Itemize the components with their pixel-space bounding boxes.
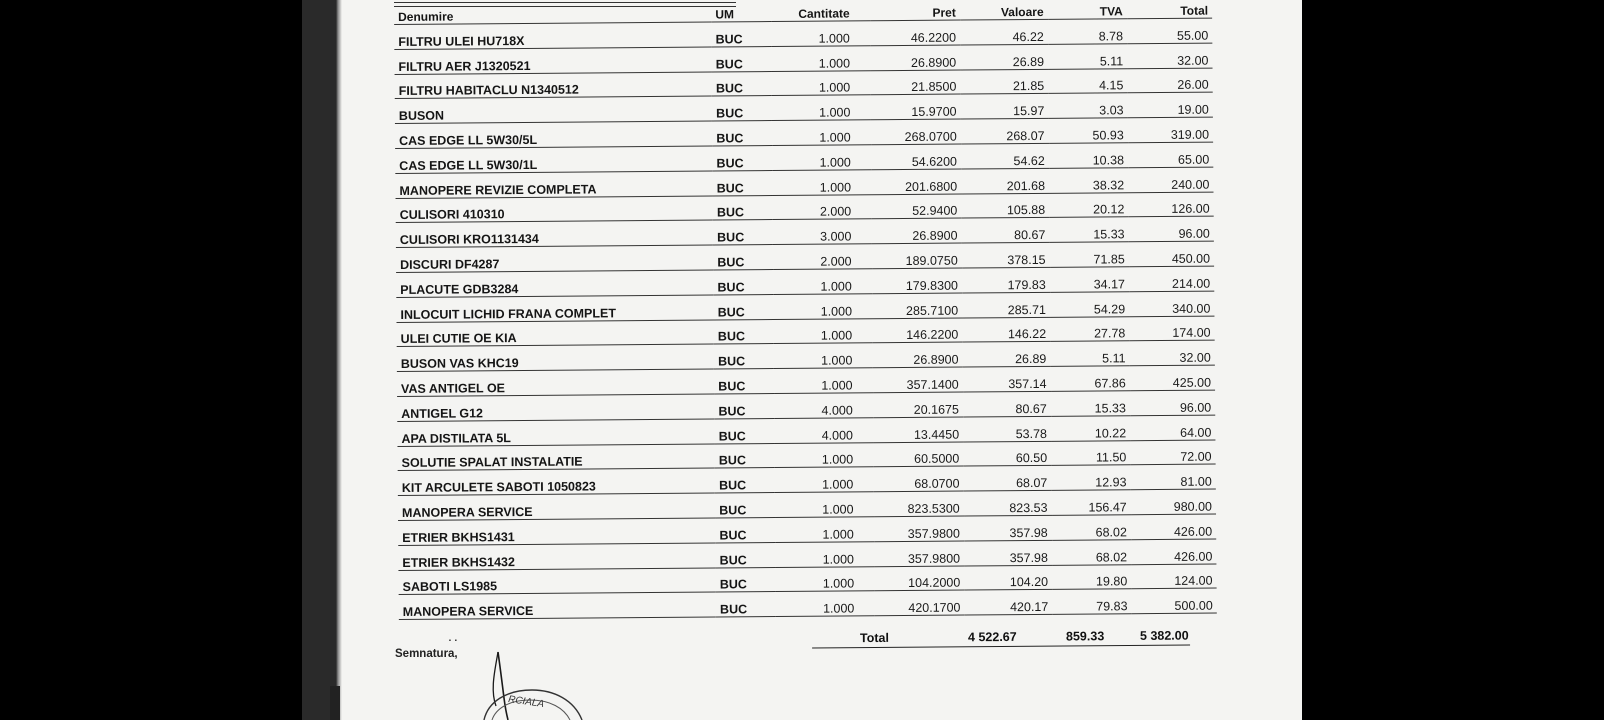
- cell-value: 53.78: [963, 416, 1051, 441]
- cell-price: 823.5300: [873, 491, 963, 517]
- cell-price: 60.5000: [873, 442, 963, 468]
- cell-qty: 1.000: [772, 170, 871, 196]
- cell-price: 357.9800: [874, 516, 964, 542]
- cell-name: FILTRU HABITACLU N1340512: [395, 72, 712, 99]
- cell-total: 240.00: [1128, 167, 1213, 192]
- cell-total: 426.00: [1131, 539, 1216, 564]
- col-header-name: Denumire: [394, 2, 711, 25]
- totals-row: [812, 625, 1190, 649]
- cell-um: BUC: [712, 121, 772, 146]
- cell-name: APA DISTILATA 5L: [397, 419, 714, 446]
- col-header-qty: Cantitate: [771, 0, 870, 21]
- cell-qty: 1.000: [772, 145, 871, 171]
- cell-value: 179.83: [962, 267, 1050, 292]
- totals-value: 4 522.67: [967, 629, 1017, 645]
- cell-value: 54.62: [961, 143, 1049, 168]
- cell-total: 174.00: [1129, 316, 1214, 341]
- cell-total: 426.00: [1131, 514, 1216, 539]
- cell-um: BUC: [714, 319, 774, 344]
- cell-name: FILTRU ULEI HU718X: [394, 22, 711, 49]
- cell-name: DISCURI DF4287: [396, 245, 713, 272]
- cell-value: 823.53: [964, 490, 1052, 515]
- cell-um: BUC: [712, 96, 772, 121]
- cell-qty: 1.000: [772, 120, 871, 146]
- cell-um: BUC: [714, 369, 774, 394]
- cell-price: 357.9800: [874, 541, 964, 567]
- cell-name: KIT ARCULETE SABOTI 1050823: [398, 468, 715, 495]
- cell-name: INLOCUIT LICHID FRANA COMPLET: [396, 295, 713, 322]
- cell-vat: 20.12: [1049, 192, 1128, 217]
- cell-price: 26.8900: [870, 45, 960, 71]
- cell-um: BUC: [715, 517, 775, 542]
- cell-value: 201.68: [961, 168, 1049, 193]
- cell-vat: 54.29: [1050, 292, 1129, 317]
- cell-price: 20.1675: [873, 392, 963, 418]
- cell-name: ETRIER BKHS1431: [398, 518, 715, 545]
- cell-qty: 1.000: [771, 21, 870, 47]
- cell-name: CULISORI KRO1131434: [396, 220, 713, 247]
- col-header-vat: TVA: [1048, 0, 1127, 19]
- cell-value: 46.22: [960, 19, 1048, 44]
- cell-qty: 1.000: [775, 467, 874, 493]
- cell-qty: 1.000: [775, 517, 874, 543]
- cell-total: 980.00: [1131, 489, 1216, 514]
- cell-total: 64.00: [1130, 415, 1215, 440]
- cell-qty: 1.000: [774, 343, 873, 369]
- cell-vat: 15.33: [1049, 217, 1128, 242]
- cell-total: 19.00: [1127, 92, 1212, 117]
- cell-name: MANOPERA SERVICE: [398, 493, 715, 520]
- cell-price: 268.0700: [870, 119, 960, 145]
- cell-total: 450.00: [1129, 241, 1214, 266]
- cell-name: MANOPERA SERVICE: [399, 592, 716, 619]
- cell-value: 357.98: [964, 540, 1052, 565]
- cell-value: 15.97: [960, 94, 1048, 119]
- cell-vat: 79.83: [1052, 589, 1131, 614]
- cell-qty: 1.000: [775, 541, 874, 567]
- table-body: [394, 18, 1217, 620]
- cell-um: BUC: [713, 269, 773, 294]
- cell-value: 146.22: [962, 317, 1050, 342]
- cell-um: BUC: [714, 393, 774, 418]
- cell-vat: 27.78: [1050, 316, 1129, 341]
- col-header-price: Pret: [870, 0, 960, 21]
- totals-total: 5 382.00: [1139, 628, 1189, 643]
- col-header-total: Total: [1127, 0, 1212, 19]
- cell-value: 268.07: [961, 119, 1049, 144]
- cell-name: ETRIER BKHS1432: [398, 543, 715, 570]
- cell-price: 201.6800: [871, 169, 961, 195]
- table-row: [399, 588, 1217, 619]
- cell-vat: 68.02: [1052, 515, 1131, 540]
- cell-name: BUSON VAS KHC19: [397, 344, 714, 371]
- cell-um: BUC: [715, 443, 775, 468]
- cell-name: CAS EDGE LL 5W30/1L: [395, 146, 712, 173]
- cell-qty: 1.000: [772, 95, 871, 121]
- cell-vat: 5.11: [1050, 341, 1129, 366]
- scan-left-edge: [302, 0, 342, 720]
- cell-price: 146.2200: [872, 318, 962, 344]
- totals-label: Total: [859, 630, 889, 646]
- cell-qty: 1.000: [775, 442, 874, 468]
- cell-qty: 1.000: [774, 318, 873, 344]
- cell-um: BUC: [711, 22, 771, 47]
- cell-vat: 10.38: [1049, 143, 1128, 168]
- cell-total: 96.00: [1130, 390, 1215, 415]
- cell-um: BUC: [712, 146, 772, 171]
- cell-um: BUC: [712, 46, 772, 71]
- cell-price: 179.8300: [872, 268, 962, 294]
- cell-um: BUC: [713, 245, 773, 270]
- cell-um: BUC: [714, 294, 774, 319]
- cell-qty: 2.000: [773, 194, 872, 220]
- cell-value: 357.14: [963, 367, 1051, 392]
- invoice-page: [302, 0, 1302, 720]
- cell-qty: 1.000: [774, 368, 873, 394]
- cell-vat: 11.50: [1051, 440, 1130, 465]
- cell-total: 32.00: [1127, 43, 1212, 68]
- cell-um: BUC: [716, 592, 776, 617]
- cell-price: 52.9400: [871, 194, 961, 220]
- cell-total: 124.00: [1131, 564, 1216, 589]
- col-header-um: UM: [711, 1, 771, 22]
- cell-um: BUC: [714, 344, 774, 369]
- cell-value: 80.67: [961, 218, 1049, 243]
- cell-price: 54.6200: [871, 144, 961, 170]
- stamp-text: RCIALA: [507, 694, 545, 711]
- invoice-table: [394, 0, 1217, 620]
- cell-total: 55.00: [1127, 18, 1212, 43]
- cell-total: 32.00: [1129, 340, 1214, 365]
- cell-name: PLACUTE GDB3284: [396, 270, 713, 297]
- cell-value: 60.50: [963, 441, 1051, 466]
- cell-qty: 1.000: [776, 566, 875, 592]
- cell-name: SABOTI LS1985: [398, 568, 715, 595]
- cell-vat: 8.78: [1048, 19, 1127, 44]
- cell-qty: 3.000: [773, 219, 872, 245]
- cell-name: MANOPERE REVIZIE COMPLETA: [395, 171, 712, 198]
- cell-total: 81.00: [1130, 464, 1215, 489]
- cell-total: 500.00: [1131, 588, 1216, 613]
- cell-total: 425.00: [1130, 365, 1215, 390]
- cell-vat: 50.93: [1048, 118, 1127, 143]
- cell-vat: 68.02: [1052, 539, 1131, 564]
- cell-name: SOLUTIE SPALAT INSTALATIE: [397, 444, 714, 471]
- cell-qty: 1.000: [773, 294, 872, 320]
- cell-qty: 4.000: [774, 393, 873, 419]
- cell-total: 96.00: [1128, 216, 1213, 241]
- cell-total: 214.00: [1129, 266, 1214, 291]
- cell-vat: 71.85: [1049, 242, 1128, 267]
- cell-qty: 1.000: [775, 492, 874, 518]
- cell-vat: 10.22: [1051, 415, 1130, 440]
- cell-value: 285.71: [962, 292, 1050, 317]
- cell-vat: 156.47: [1051, 490, 1130, 515]
- cell-price: 104.2000: [874, 566, 964, 592]
- cell-value: 104.20: [964, 565, 1052, 590]
- cell-total: 319.00: [1128, 117, 1213, 142]
- cell-um: BUC: [715, 493, 775, 518]
- cell-name: ANTIGEL G12: [397, 394, 714, 421]
- cell-price: 21.8500: [870, 70, 960, 96]
- totals-vat: 859.33: [1065, 629, 1105, 644]
- cell-price: 26.8900: [872, 342, 962, 368]
- invoice-table-wrap: [394, 0, 1213, 620]
- cell-price: 13.4450: [873, 417, 963, 443]
- cell-price: 46.2200: [870, 20, 960, 46]
- cell-value: 357.98: [964, 515, 1052, 540]
- cell-vat: 4.15: [1048, 68, 1127, 93]
- cell-vat: 5.11: [1048, 44, 1127, 69]
- cell-name: CAS EDGE LL 5W30/5L: [395, 121, 712, 148]
- cell-name: ULEI CUTIE OE KIA: [396, 320, 713, 347]
- cell-um: BUC: [713, 220, 773, 245]
- cell-name: CULISORI 410310: [396, 196, 713, 223]
- cell-qty: 4.000: [774, 418, 873, 444]
- cell-value: 378.15: [962, 243, 1050, 268]
- cell-um: BUC: [716, 542, 776, 567]
- cell-price: 189.0750: [871, 243, 961, 269]
- dots-mark: ..: [448, 628, 460, 644]
- cell-price: 285.7100: [872, 293, 962, 319]
- col-header-value: Valoare: [960, 0, 1048, 20]
- cell-value: 26.89: [960, 44, 1048, 69]
- cell-value: 80.67: [963, 391, 1051, 416]
- cell-um: BUC: [713, 170, 773, 195]
- scan-binding-mark: [330, 686, 340, 720]
- cell-um: BUC: [712, 71, 772, 96]
- cell-price: 26.8900: [871, 218, 961, 244]
- cell-qty: 1.000: [773, 269, 872, 295]
- signature-stamp-graphic: [462, 646, 602, 720]
- cell-price: 15.9700: [870, 94, 960, 120]
- cell-value: 21.85: [960, 69, 1048, 94]
- cell-um: BUC: [713, 195, 773, 220]
- signature-label: Semnatura,: [395, 648, 458, 660]
- cell-price: 68.0700: [873, 466, 963, 492]
- cell-qty: 1.000: [772, 70, 871, 96]
- cell-qty: 2.000: [773, 244, 872, 270]
- cell-qty: 1.000: [771, 46, 870, 72]
- cell-um: BUC: [716, 567, 776, 592]
- cell-vat: 19.80: [1052, 564, 1131, 589]
- cell-vat: 15.33: [1051, 391, 1130, 416]
- cell-vat: 12.93: [1051, 465, 1130, 490]
- cell-name: FILTRU AER J1320521: [394, 47, 711, 74]
- cell-total: 340.00: [1129, 291, 1214, 316]
- cell-total: 65.00: [1128, 142, 1213, 167]
- cell-qty: 1.000: [776, 591, 875, 617]
- cell-name: BUSON: [395, 96, 712, 123]
- cell-um: BUC: [715, 418, 775, 443]
- cell-value: 420.17: [964, 590, 1052, 615]
- cell-name: VAS ANTIGEL OE: [397, 369, 714, 396]
- cell-total: 26.00: [1127, 68, 1212, 93]
- cell-vat: 34.17: [1050, 267, 1129, 292]
- cell-vat: 38.32: [1049, 168, 1128, 193]
- cell-price: 357.1400: [872, 367, 962, 393]
- cell-value: 105.88: [961, 193, 1049, 218]
- cell-total: 126.00: [1128, 192, 1213, 217]
- cell-value: 26.89: [962, 342, 1050, 367]
- cell-value: 68.07: [963, 466, 1051, 491]
- cell-vat: 3.03: [1048, 93, 1127, 118]
- cell-total: 72.00: [1130, 440, 1215, 465]
- cell-vat: 67.86: [1050, 366, 1129, 391]
- cell-price: 420.1700: [874, 590, 964, 616]
- cell-um: BUC: [715, 468, 775, 493]
